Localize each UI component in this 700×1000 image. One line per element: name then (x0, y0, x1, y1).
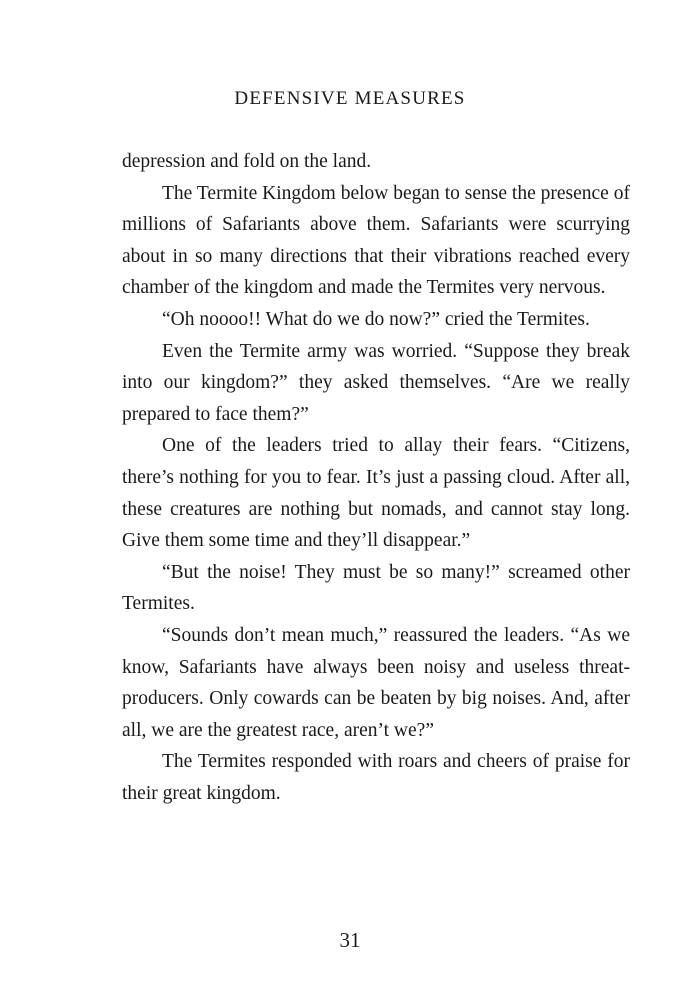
paragraph: “But the noise! They must be so many!” screamed other Termites. (122, 561, 630, 615)
page-number: 31 (339, 928, 361, 952)
paragraph-continuation: depression and fold on the land. (122, 151, 372, 172)
paragraph: “Sounds don’t mean much,” reassured the leaders. “As we know, Safariants have always been noisy and useless threat-producers. Only cowards can be beaten by big noises. And, after all, we are the greatest race, aren’t we?” (122, 624, 630, 741)
paragraph: The Termite Kingdom below began to sense the presence of millions of Safariants above them. Safariants were scurrying about in so many directions that their vibrations reached every chamber of the kingdom and made the Termites very nervous. (122, 182, 630, 299)
paragraph: Even the Termite army was worried. “Suppose they break into our kingdom?” they asked themselves. “Are we really prepared to face them?” (122, 340, 630, 425)
paragraph: One of the leaders tried to allay their fears. “Citizens, there’s nothing for you to fear. It’s just a passing cloud. After all, these creatures are nothing but nomads, and cannot stay long. Give them some time and they’ll disappear.” (122, 435, 630, 552)
running-head: DEFENSIVE MEASURES (234, 88, 466, 109)
paragraph: “Oh noooo!! What do we do now?” cried the Termites. (162, 308, 590, 330)
body-text (122, 146, 630, 809)
paragraph: The Termites responded with roars and cheers of praise for their great kingdom. (122, 751, 630, 804)
